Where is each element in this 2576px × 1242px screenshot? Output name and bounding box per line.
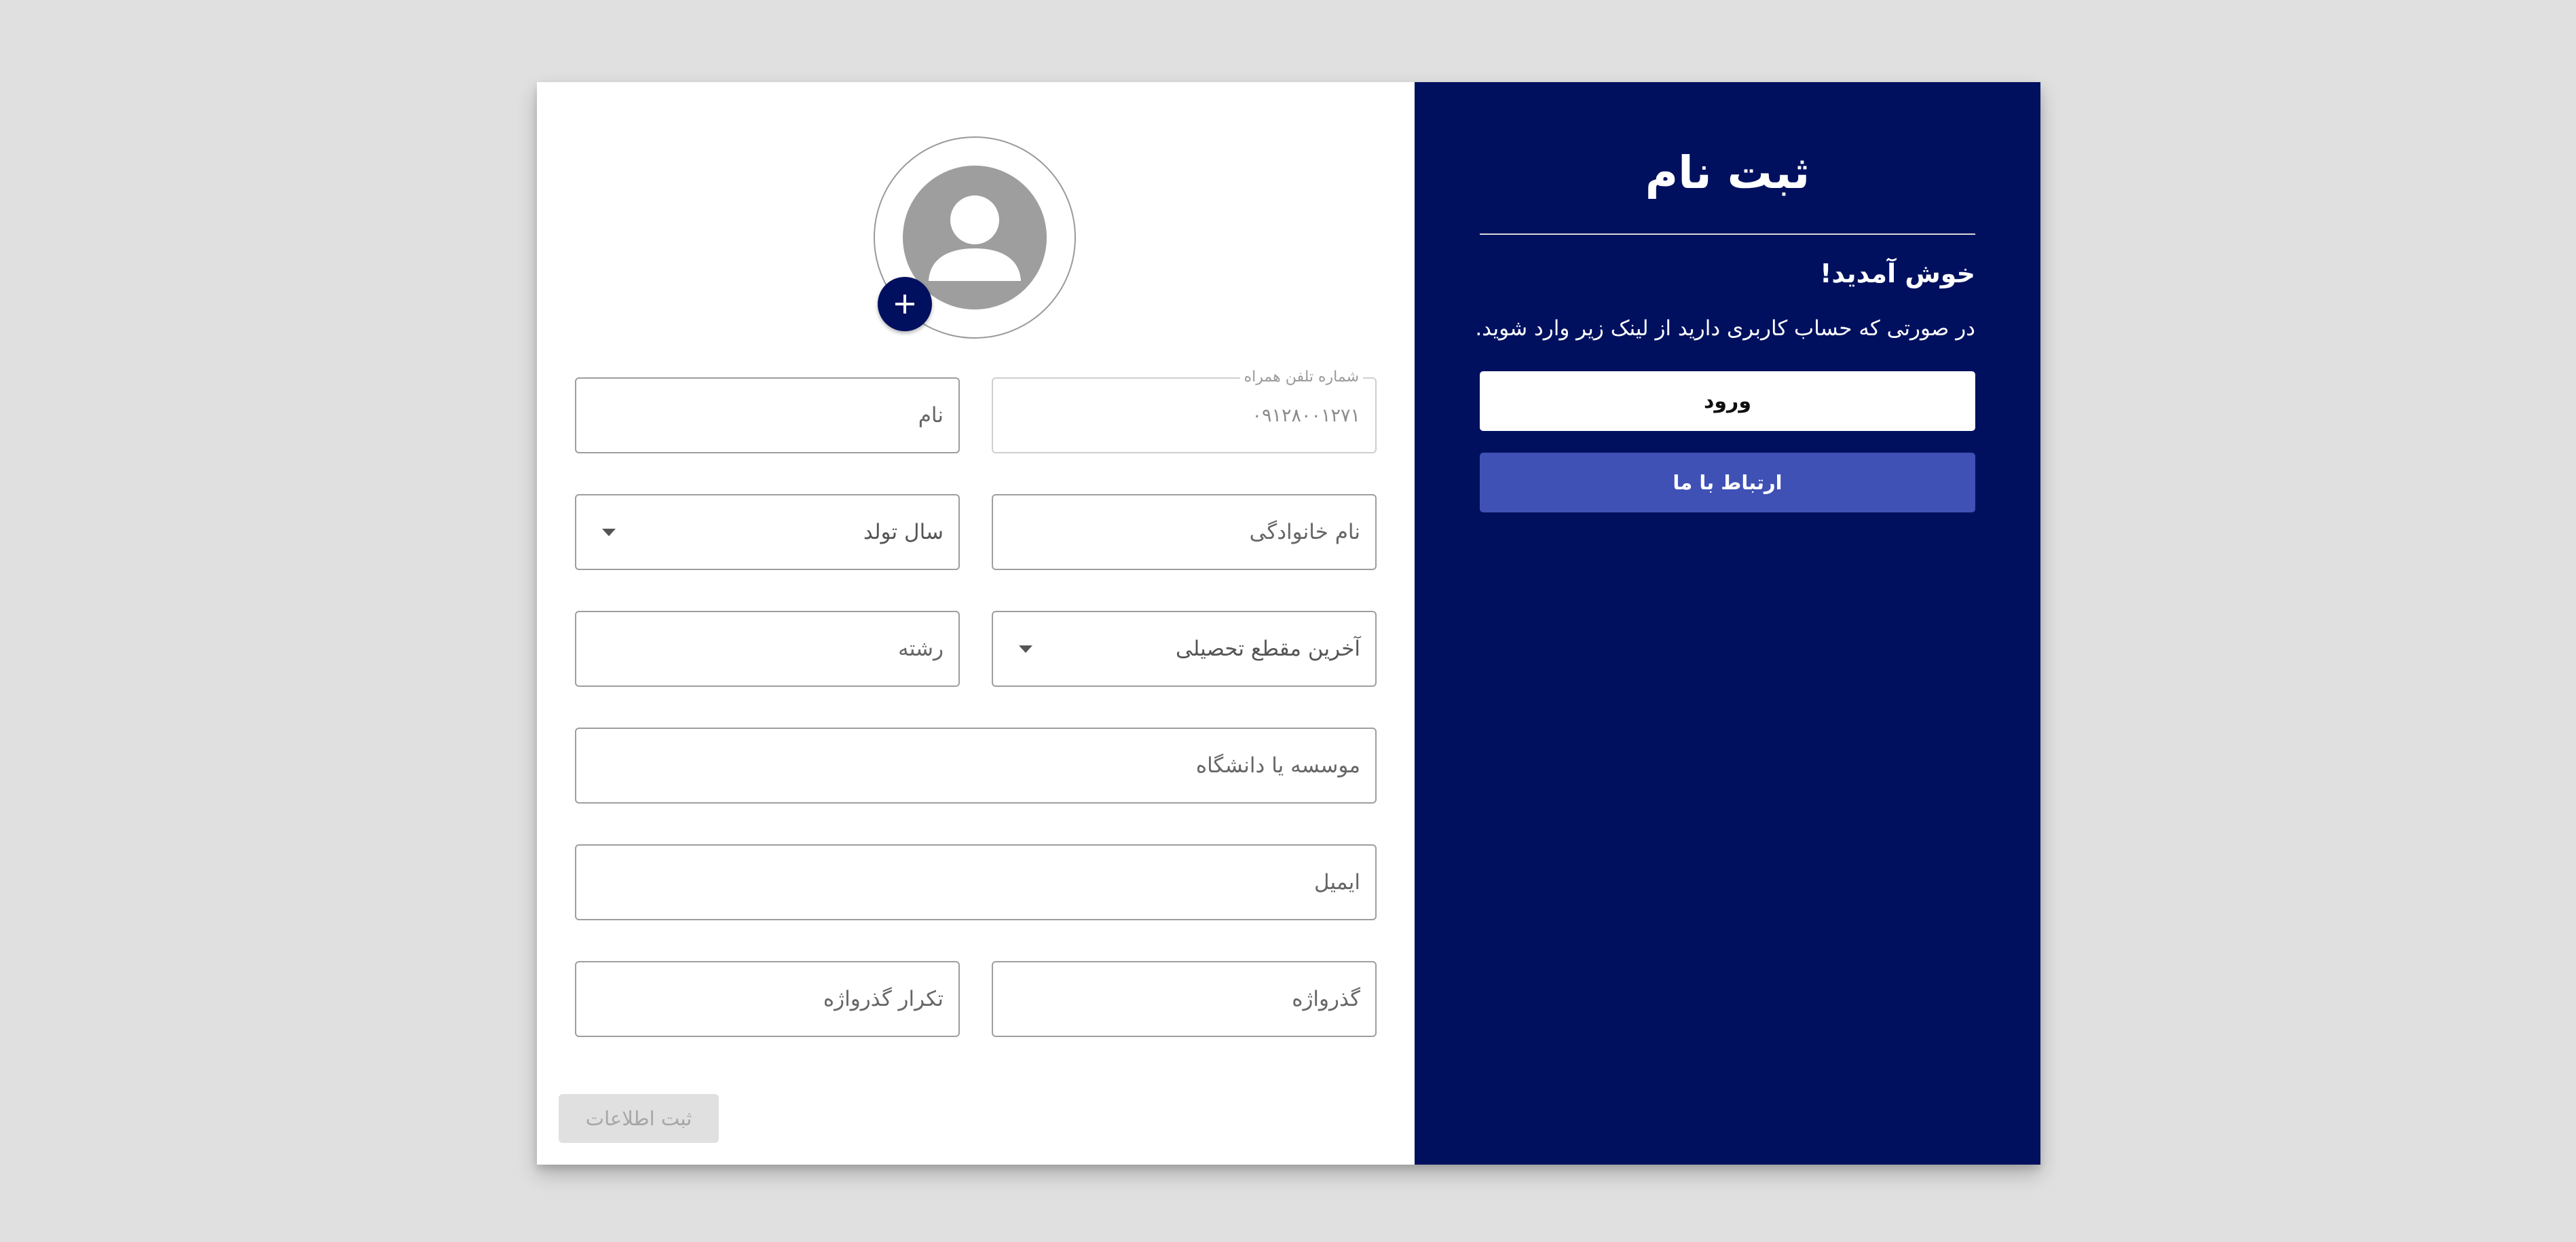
login-hint: در صورتی که حساب کاربری دارید از لینک زیر وارد شوید. [1475,316,1975,341]
dropdown-arrow-icon [1019,645,1032,653]
last-name-field[interactable] [992,494,1377,570]
welcome-heading: خوش آمدید! [1820,259,1975,288]
login-button[interactable]: ورود [1480,371,1975,431]
submit-button[interactable]: ثبت اطلاعات [559,1094,719,1143]
major-field[interactable] [575,611,960,687]
password-repeat-field[interactable] [575,961,960,1037]
phone-field[interactable] [992,369,1377,453]
birth-year-label: سال تولد [863,520,944,544]
university-input[interactable] [576,729,1375,802]
registration-form [537,82,1415,1165]
email-input[interactable] [576,846,1375,919]
phone-input[interactable] [993,379,1375,452]
university-field[interactable] [575,728,1377,804]
education-level-select[interactable] [992,611,1377,687]
contact-us-button[interactable]: ارتباط با ما [1480,453,1975,512]
email-field[interactable] [575,844,1377,920]
password-field[interactable] [992,961,1377,1037]
dropdown-arrow-icon [602,529,616,536]
phone-field-label: شماره تلفن همراه [1240,369,1363,385]
last-name-input[interactable] [993,495,1375,569]
education-level-label: آخرین مقطع تحصیلی [1175,637,1360,661]
major-input[interactable] [576,612,958,685]
first-name-input[interactable] [576,379,958,452]
password-repeat-input[interactable] [576,962,958,1036]
password-input[interactable] [993,962,1375,1036]
birth-year-select[interactable] [575,494,960,570]
register-card [537,82,2040,1165]
plus-icon [891,290,918,318]
add-photo-button[interactable] [878,277,932,331]
welcome-panel [1415,82,2040,1165]
divider [1480,233,1975,235]
page-title: ثبت نام [1645,147,1810,199]
first-name-field[interactable] [575,377,960,453]
